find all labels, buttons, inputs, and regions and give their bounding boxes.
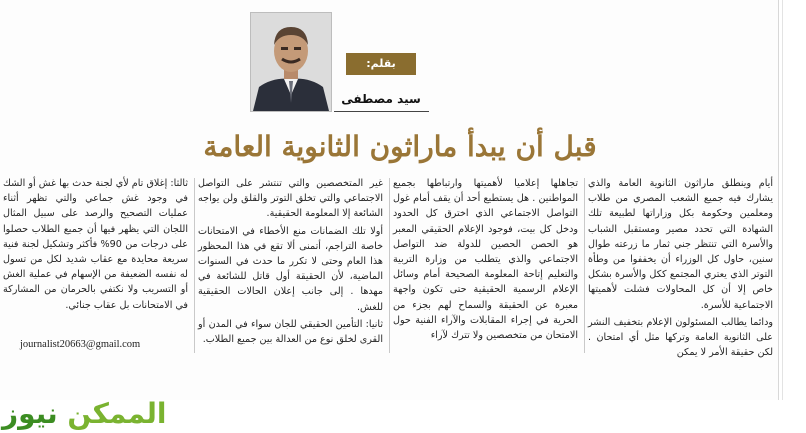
paragraph: تجاهلها إعلاميا لأهميتها وارتباطها بجميع المواطنين . هل يستطيع أحد أن يقف أمام غول التواصل الاجتماعي الذي اخترق كل الحدود ودخل كل بيت، فوجود الإعلام الحقيقي المعبر هو الحصن الحصين للدولة ضد التواصل الاجتماعي والذي يتطلب من وزارة التربية والتعليم إتاحة المعلومة الصحيحة أمام وسائل الإعلام الرسمية الحقيقية حتى تكون واجهة معبرة عن الحقيقة والسماح لهم بجزء من الحرية في إجراء المقابلات والآراء الفنية حول الامتحان من متخصصين ولا تترك لآراء bbox=[393, 178, 578, 342]
logo-word-2: نيوز bbox=[2, 397, 58, 430]
site-logo bbox=[2, 396, 207, 432]
author-email: journalist20663@gmail.com bbox=[20, 339, 141, 350]
paragraph: غير المتخصصين والتي تنتشر على التواصل الاجتماعي والتي تخلق التوتر والقلق ولن يواجه الشائعة إلا المعلومة الحقيقية. bbox=[198, 178, 383, 220]
article-column-2 bbox=[393, 176, 578, 345]
person-portrait-icon bbox=[251, 13, 331, 111]
article-column-1 bbox=[588, 176, 773, 362]
author-divider bbox=[334, 111, 429, 112]
page-edge-rule bbox=[782, 0, 783, 400]
author-name: سيد مصطفى bbox=[341, 92, 421, 106]
paragraph: ودائما يطالب المسئولون الإعلام بتخفيف النشر على الثانوية العامة وتركها مثل أي امتحان . لكن حقيقة الأمر لا يمكن bbox=[588, 316, 773, 359]
column-divider bbox=[194, 178, 195, 353]
paragraph: ثالثا: إغلاق تام لأي لجنة حدث بها غش أو الشك في وجود غش جماعي والتي تظهر أثناء عمليات التصحيح والرصد على سبيل المثال اللجان التي يظهر فيها أن جميع الطلاب حصلوا على درجات من 90% فأكثر وتشكيل لجنة فنية سريعة محايدة مع عقاب شديد لكل من تسول له نفسه الضعيفة من الإسهام في عملية الغش أو التسريب ولا نكتفي بالحرمان من المشاركة في الامتحانات بل عقاب جنائي. bbox=[3, 178, 188, 311]
article-column-4 bbox=[3, 176, 188, 315]
paragraph: أولا تلك الضمانات منع الأخطاء في الامتحانات خاصة التراجم، أتمنى ألا تقع في هذا المحظور هذا العام وحتى لا تكرر ما حدث في السنوات الماضية، لأن الحقيقة أول قاتل للشائعة في مهدها . إلى جانب إعلان الحالات الحقيقية للغش. bbox=[198, 225, 383, 313]
logo-word-1: الممكن bbox=[67, 397, 167, 430]
byline-label: بقلم: bbox=[346, 53, 416, 75]
column-divider bbox=[584, 178, 585, 353]
article-column-3 bbox=[198, 176, 383, 349]
column-divider bbox=[389, 178, 390, 353]
author-photo bbox=[250, 12, 332, 112]
paragraph: ثانيا: التأمين الحقيقي للجان سواء في المدن أو القرى لخلق نوع من العدالة بين جميع الطلاب. bbox=[198, 318, 383, 346]
paragraph: أيام وينطلق ماراثون الثانوية العامة والذي يشارك فيه جميع الشعب المصري من طلاب ومعلمين وحكومة بكل وزاراتها لطبيعة تلك الشهادة التي تحدد مصير ومستقبل الشباب والأسرة التي تنتظر جني ثمار ما زرعته طوال سنين، حاول كل الوزراء أن يخففوا من وطأة التوتر الذي يعتري المجتمع ككل والأسرة بشكل خاص إلا أن كل المحاولات فشلت لأهميتها الاجتماعية للأسرة. bbox=[588, 178, 773, 311]
article-headline: قبل أن يبدأ ماراثون الثانوية العامة bbox=[203, 130, 597, 163]
